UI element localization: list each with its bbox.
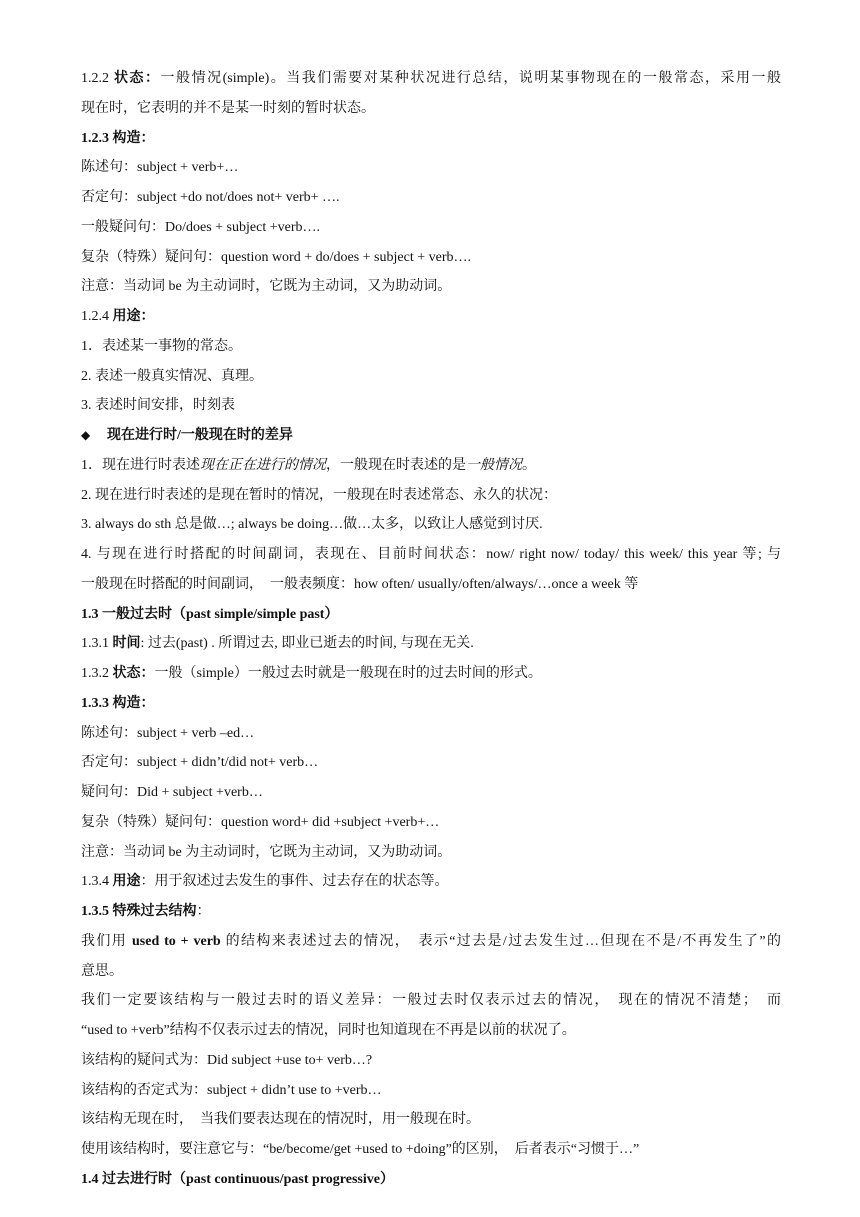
- italic-text: 一般情况: [466, 457, 522, 473]
- diamond-bullet-icon: ◆: [81, 428, 91, 442]
- question-form-line: 该结构的疑问式为：Did subject +use to+ verb…?: [81, 1052, 373, 1068]
- list-item: 复杂（特殊）疑问句：question word + do/does + subject + verb….: [81, 249, 471, 265]
- text: ：: [196, 904, 211, 919]
- text: 的结构来表述过去的情况， 表示“过去是/过去发生过…但现在不是/不再发生了”的: [220, 933, 781, 949]
- section-number: 1.3.4: [81, 874, 113, 890]
- section-heading: 1.3.5 特殊过去结构: [81, 904, 197, 919]
- paragraph-text: : 过去(past) . 所谓过去, 即业已逝去的时间, 与现在无关.: [140, 636, 474, 652]
- usage-note-line: 使用该结构时，要注意它与：“be/become/get +used to +doing”的区别， 后者表示“习惯于…”: [81, 1142, 640, 1157]
- note-line: 注意：当动词 be 为主动词时，它既为主动词，又为助动词。: [81, 279, 452, 295]
- paragraph-text: ：用于叙述过去发生的事件、过去存在的状态等。: [140, 874, 449, 890]
- list-item: 1．表述某一事物的常态。: [81, 338, 242, 354]
- section-heading: 时间: [112, 636, 141, 652]
- difference-heading: [81, 421, 781, 451]
- section-1-2-4-heading: [81, 302, 781, 332]
- text: 。: [522, 457, 536, 473]
- note-line: 注意：当动词 be 为主动词时，它既为主动词，又为助动词。: [81, 844, 452, 860]
- bold-text: used to + verb: [132, 933, 221, 949]
- list-item: 否定句：subject + didn’t/did not+ verb…: [81, 755, 319, 771]
- section-1-4-heading: 1.4 过去进行时（past continuous/past progressive）: [81, 1171, 394, 1187]
- difference-line-4: 4. 与现在进行时搭配的时间副词，表现在、目前时间状态：now/ right now/ today/ this week/ this year 等; 与: [81, 547, 781, 562]
- no-present-line: 该结构无现在时， 当我们要表达现在的情况时，用一般现在时。: [81, 1112, 480, 1128]
- list-item: 否定句：subject +do not/does not+ verb+ ….: [81, 190, 340, 205]
- section-1-3-3-heading: 1.3.3 构造：: [81, 695, 155, 711]
- italic-text: 现在正在进行的情况: [200, 457, 326, 473]
- difference-line-1: [81, 451, 781, 481]
- paragraph-difference-line-1: 我们一定要该结构与一般过去时的语义差异：一般过去时仅表示过去的情况， 现在的情况不清楚； 而: [81, 993, 781, 1009]
- list-item: 2. 表述一般真实情况、真理。: [81, 368, 263, 384]
- negative-form-line: 该结构的否定式为：subject + didn’t use to +verb…: [81, 1082, 382, 1098]
- section-1-3-4: [81, 867, 781, 897]
- section-heading: 用途: [112, 874, 141, 890]
- paragraph-text: 一般（simple）一般过去时就是一般现在时的过去时间的形式。: [154, 666, 542, 681]
- section-number: 1.3.2: [81, 666, 113, 681]
- list-item: 复杂（特殊）疑问句：question word+ did +subject +verb+…: [81, 814, 440, 830]
- section-heading: 状态：: [112, 666, 155, 681]
- section-1-2-2-line-1: [81, 64, 781, 94]
- section-1-2-2-line-2: 现在时，它表明的并不是某一时刻的暂时状态。: [81, 100, 375, 116]
- paragraph-used-to-line-1: [81, 927, 781, 957]
- list-item: 3. 表述时间安排，时刻表: [81, 398, 235, 414]
- section-1-3-5-heading: [81, 897, 781, 927]
- section-number: 1.3.1: [81, 636, 113, 652]
- list-item: 疑问句：Did + subject +verb…: [81, 785, 263, 800]
- section-heading: 用途：: [112, 309, 155, 324]
- section-1-3-2: [81, 659, 781, 689]
- difference-line-2: 2. 现在进行时表述的是现在暂时的情况，一般现在时表述常态、永久的状况：: [81, 487, 557, 503]
- text: ，一般现在时表述的是: [326, 457, 466, 473]
- text: 我们用: [81, 933, 132, 949]
- paragraph-text: 一般情况(simple)。当我们需要对某种状况进行总结，说明某事物现在的一般常态，采用一般: [160, 71, 782, 86]
- difference-line-5: 一般现在时搭配的时间副词， 一般表频度：how often/ usually/often/always/…once a week 等: [81, 576, 639, 592]
- section-1-3-1: [81, 629, 781, 659]
- section-1-3-heading: 1.3 一般过去时（past simple/simple past）: [81, 606, 339, 622]
- document-page: [81, 64, 781, 1195]
- section-number: 1.2.2: [81, 71, 115, 86]
- list-item: 陈述句：subject + verb –ed…: [81, 725, 255, 741]
- difference-line-3: 3. always do sth 总是做…; always be doing…做…太多，以致让人感觉到讨厌.: [81, 517, 543, 533]
- section-heading: 状态：: [114, 71, 161, 86]
- list-item: 陈述句：subject + verb+…: [81, 160, 239, 176]
- section-1-2-3-heading: 1.2.3 构造：: [81, 130, 155, 146]
- heading-text: 现在进行时/一般现在时的差异: [107, 428, 293, 443]
- paragraph-difference-line-2: “used to +verb”结构不仅表示过去的情况，同时也知道现在不再是以前的状况了。: [81, 1023, 576, 1038]
- text: 1．现在进行时表述: [81, 457, 200, 473]
- list-item: 一般疑问句：Do/does + subject +verb….: [81, 219, 320, 235]
- section-number: 1.2.4: [81, 309, 113, 324]
- paragraph-used-to-line-2: 意思。: [81, 963, 123, 979]
